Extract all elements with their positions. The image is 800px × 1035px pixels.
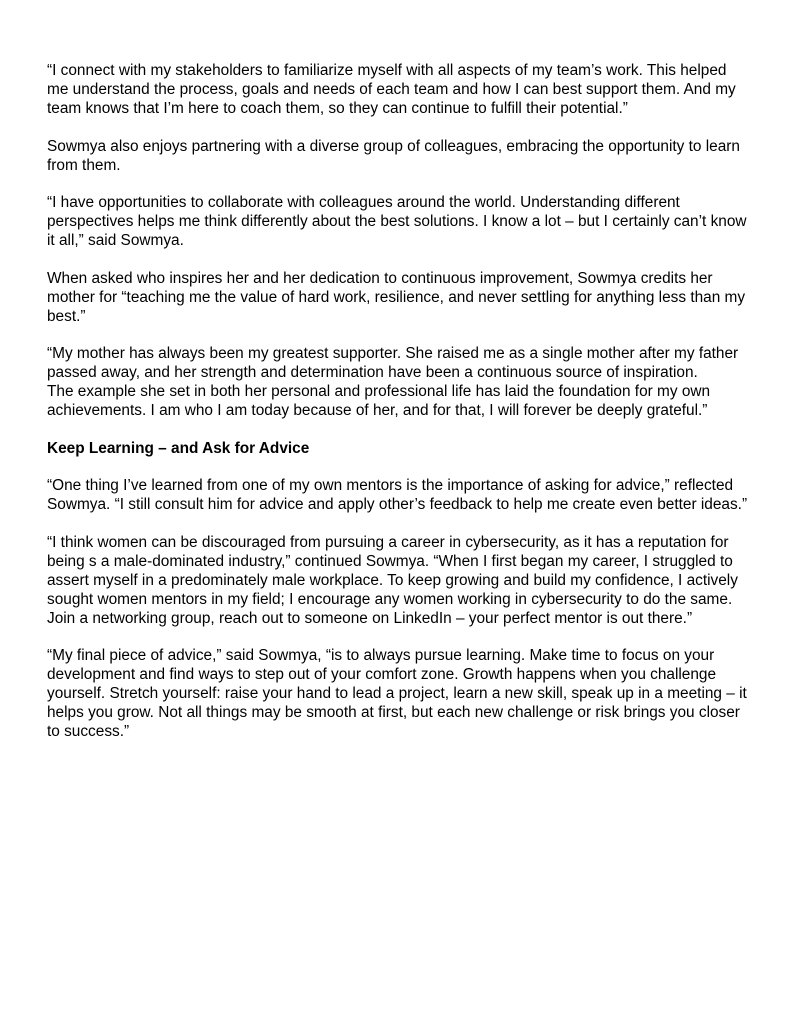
text-line: mother for “teaching me the value of hard work, resilience, and never settling for anything less than my [47,288,746,306]
text-line: “My mother has always been my greatest supporter. She raised me as a single mother after my father [47,345,739,362]
paragraph-stakeholders [47,61,767,118]
text-line: Join a networking group, reach out to someone on LinkedIn – your perfect mentor is out there.” [47,609,693,627]
text-line: development and find ways to step out of your comfort zone. Growth happens when you challenge [47,666,717,683]
paragraph-final-advice [47,646,767,741]
text-line: helps you grow. Not all things may be smooth at first, but each new challenge or risk brings you closer [47,704,740,721]
paragraph-inspiration [47,269,767,326]
text-line: “My final piece of advice,” said Sowmya, “is to always pursue learning. Make time to focus on your [47,647,715,664]
text-line: passed away, and her strength and determination have been a continuous source of inspiration. [47,364,698,381]
text-line: The example she set in both her personal and professional life has laid the foundation for my own [47,383,711,400]
text-line: yourself. Stretch yourself: raise your hand to lead a project, learn a new skill, speak up in a meeting – it [47,685,747,702]
paragraph-women-in-cybersecurity [47,533,767,628]
text-line: it all,” said Sowmya. [47,232,184,249]
section-heading: Keep Learning – and Ask for Advice [47,439,310,457]
document-page [47,61,767,760]
text-line: best.” [47,307,86,325]
text-line: achievements. I am who I am today because of her, and for that, I will forever be deeply grateful.” [47,402,708,419]
text-line: to success.” [47,723,130,740]
text-line: assert myself in a predominately male workplace. To keep growing and build my confidence, I actively [47,571,738,589]
text-line: sought women mentors in my field; I encourage any women working in cybersecurity to do the same. [47,590,733,608]
paragraph-collaborate [47,193,767,250]
paragraph-mother [47,344,767,420]
text-line: Sowmya also enjoys partnering with a diverse group of colleagues, embracing the opportunity to learn [47,137,740,155]
text-line: team knows that I’m here to coach them, so they can continue to fulfill their potential.” [47,100,628,117]
text-line: me understand the process, goals and needs of each team and how I can best support them. And my [47,81,736,98]
text-line: being s a male-dominated industry,” continued Sowmya. “When I first began my career, I struggled to [47,552,733,570]
text-line: “One thing I’ve learned from one of my own mentors is the importance of asking for advice,” reflected [47,477,734,494]
text-line: perspectives helps me think differently about the best solutions. I know a lot – but I certainly can’t know [47,213,747,230]
paragraph-mentors [47,476,767,514]
text-line: Sowmya. “I still consult him for advice and apply other’s feedback to help me create even better ideas.” [47,496,748,513]
text-line: “I connect with my stakeholders to familiarize myself with all aspects of my team’s work. This helped [47,62,727,79]
text-line: from them. [47,156,121,174]
text-line: “I think women can be discouraged from pursuing a career in cybersecurity, as it has a reputation for [47,533,729,551]
paragraph-colleagues [47,137,767,175]
text-line: “I have opportunities to collaborate with colleagues around the world. Understanding different [47,194,680,211]
text-line: When asked who inspires her and her dedication to continuous improvement, Sowmya credits her [47,269,713,287]
